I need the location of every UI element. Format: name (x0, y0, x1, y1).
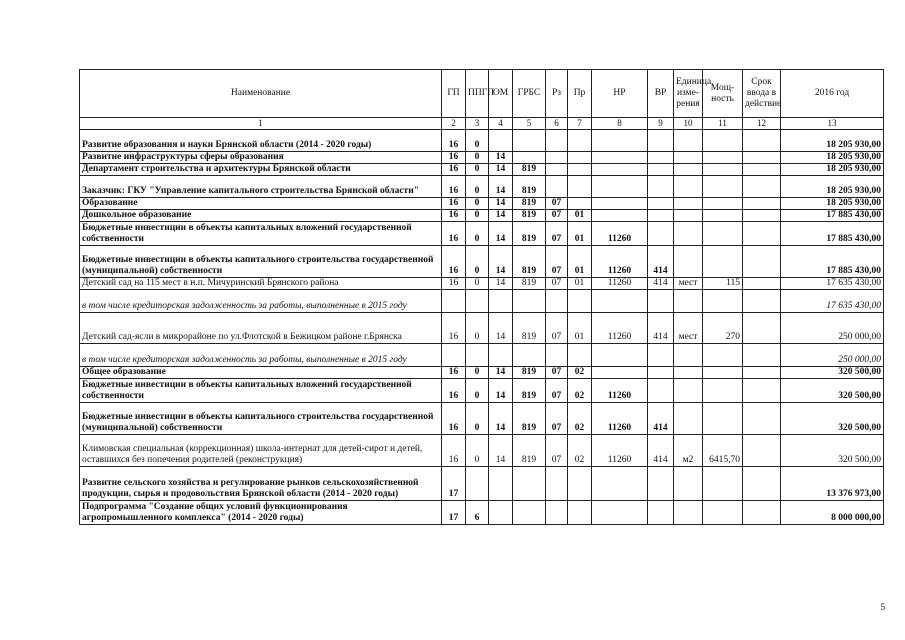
row-nr (592, 210, 648, 222)
row-ppgp: 0 (466, 278, 489, 290)
row-unit (674, 130, 703, 152)
column-number: 9 (648, 118, 674, 130)
table-row (80, 210, 884, 222)
row-name: Развитие сельского хозяйства и регулирование рынков сельскохозяйственной продукции, сырья и продовольствия Брянской области (2014 - 2020 годы) (80, 467, 442, 501)
row-rz (546, 501, 568, 525)
row-nr (592, 501, 648, 525)
row-term (743, 222, 781, 246)
row-om: 14 (489, 198, 513, 210)
row-vr (648, 467, 674, 501)
column-number: 12 (743, 118, 781, 130)
row-amount: 8 000 000,00 (781, 501, 884, 525)
column-number: 10 (674, 118, 703, 130)
table-row (80, 290, 884, 313)
row-om (489, 467, 513, 501)
row-nr (592, 467, 648, 501)
row-ppgp: 0 (466, 152, 489, 164)
row-nr: 11260 (592, 313, 648, 344)
row-amount: 250 000,00 (781, 344, 884, 367)
row-amount: 18 205 930,00 (781, 198, 884, 210)
row-vr: 414 (648, 246, 674, 278)
row-name: Детский сад-ясли в микрорайоне по ул.Флотской в Бежицком районе г.Брянска (80, 313, 442, 344)
row-ppgp: 0 (466, 198, 489, 210)
header-gp: ГП (442, 70, 466, 118)
row-term (743, 164, 781, 176)
row-om: 14 (489, 152, 513, 164)
row-vr (648, 198, 674, 210)
row-ppgp (466, 467, 489, 501)
table-row (80, 152, 884, 164)
row-grbs (513, 344, 546, 367)
row-ppgp: 0 (466, 222, 489, 246)
table-row (80, 501, 884, 525)
row-term (743, 501, 781, 525)
row-name: Развитие образования и науки Брянской области (2014 - 2020 годы) (80, 130, 442, 152)
row-name: Общее образование (80, 367, 442, 379)
row-grbs (513, 501, 546, 525)
row-term (743, 278, 781, 290)
row-gp: 16 (442, 164, 466, 176)
row-vr (648, 344, 674, 367)
row-unit: мест (674, 278, 703, 290)
row-pr (568, 164, 592, 176)
row-om: 14 (489, 210, 513, 222)
row-vr (648, 164, 674, 176)
row-nr (592, 367, 648, 379)
row-grbs: 819 (513, 222, 546, 246)
row-capacity (703, 467, 743, 501)
row-name: Бюджетные инвестиции в объекты капитальных вложений государственной собственности (80, 222, 442, 246)
column-number: 6 (546, 118, 568, 130)
row-nr (592, 164, 648, 176)
row-rz: 07 (546, 403, 568, 435)
row-nr: 11260 (592, 403, 648, 435)
header-vr: ВР (648, 70, 674, 118)
row-om: 14 (489, 176, 513, 198)
row-capacity: 270 (703, 313, 743, 344)
row-term (743, 344, 781, 367)
row-grbs (513, 467, 546, 501)
header-om: ОМ (489, 70, 513, 118)
row-unit (674, 210, 703, 222)
row-pr: 01 (568, 246, 592, 278)
budget-table (79, 69, 884, 525)
column-number: 2 (442, 118, 466, 130)
row-capacity: 6415,70 (703, 435, 743, 467)
row-pr: 02 (568, 379, 592, 403)
row-amount: 18 205 930,00 (781, 164, 884, 176)
row-vr (648, 290, 674, 313)
row-ppgp: 0 (466, 403, 489, 435)
row-nr (592, 176, 648, 198)
row-rz (546, 164, 568, 176)
row-unit (674, 501, 703, 525)
row-nr: 11260 (592, 222, 648, 246)
row-gp: 16 (442, 152, 466, 164)
row-vr (648, 379, 674, 403)
table-row (80, 313, 884, 344)
row-capacity (703, 403, 743, 435)
row-term (743, 176, 781, 198)
row-rz: 07 (546, 246, 568, 278)
row-rz: 07 (546, 379, 568, 403)
row-om: 14 (489, 403, 513, 435)
row-amount: 320 500,00 (781, 379, 884, 403)
row-term (743, 210, 781, 222)
row-capacity (703, 222, 743, 246)
header-row (80, 70, 884, 118)
header-pr: Пр (568, 70, 592, 118)
row-name: Подпрограмма "Создание общих условий функционирования агропромышленного комплекса" (2014 - 2020 годы) (80, 501, 442, 525)
row-unit: м2 (674, 435, 703, 467)
row-vr (648, 222, 674, 246)
row-rz: 07 (546, 222, 568, 246)
row-amount: 17 885 430,00 (781, 210, 884, 222)
row-gp: 16 (442, 313, 466, 344)
row-grbs: 819 (513, 435, 546, 467)
row-unit (674, 379, 703, 403)
row-vr: 414 (648, 403, 674, 435)
row-pr: 02 (568, 403, 592, 435)
row-pr (568, 467, 592, 501)
row-amount: 250 000,00 (781, 313, 884, 344)
row-om: 14 (489, 222, 513, 246)
row-rz: 07 (546, 313, 568, 344)
row-ppgp: 0 (466, 367, 489, 379)
column-number-row (80, 118, 884, 130)
row-om: 14 (489, 313, 513, 344)
table-row (80, 198, 884, 210)
row-term (743, 246, 781, 278)
row-unit (674, 344, 703, 367)
row-grbs: 819 (513, 367, 546, 379)
row-grbs: 819 (513, 198, 546, 210)
column-number: 3 (466, 118, 489, 130)
row-ppgp: 0 (466, 176, 489, 198)
row-om: 14 (489, 367, 513, 379)
row-gp: 17 (442, 467, 466, 501)
column-number: 13 (781, 118, 884, 130)
row-pr (568, 176, 592, 198)
row-pr: 02 (568, 367, 592, 379)
row-name: Департамент строительства и архитектуры Брянской области (80, 164, 442, 176)
row-vr: 414 (648, 435, 674, 467)
table-row (80, 367, 884, 379)
row-term (743, 152, 781, 164)
row-nr (592, 344, 648, 367)
row-capacity (703, 367, 743, 379)
row-name: Бюджетные инвестиции в объекты капитальных вложений государственной собственности (80, 379, 442, 403)
row-name: Детский сад на 115 мест в н.п. Мичуринский Брянского района (80, 278, 442, 290)
row-grbs: 819 (513, 313, 546, 344)
table-row (80, 403, 884, 435)
row-unit (674, 164, 703, 176)
row-unit (674, 176, 703, 198)
table-row (80, 130, 884, 152)
row-gp: 16 (442, 222, 466, 246)
row-amount: 17 635 430,00 (781, 278, 884, 290)
row-unit (674, 403, 703, 435)
row-ppgp (466, 290, 489, 313)
row-nr: 11260 (592, 246, 648, 278)
row-term (743, 198, 781, 210)
row-vr: 414 (648, 313, 674, 344)
row-om: 14 (489, 164, 513, 176)
table-row (80, 344, 884, 367)
row-rz (546, 152, 568, 164)
row-om (489, 290, 513, 313)
row-grbs: 819 (513, 278, 546, 290)
row-unit: мест (674, 313, 703, 344)
row-capacity (703, 130, 743, 152)
row-grbs (513, 152, 546, 164)
row-rz (546, 290, 568, 313)
header-unit: Единица изме-рения (674, 70, 703, 118)
row-grbs: 819 (513, 176, 546, 198)
row-capacity (703, 290, 743, 313)
row-gp: 16 (442, 210, 466, 222)
row-om: 14 (489, 435, 513, 467)
row-ppgp: 0 (466, 313, 489, 344)
row-ppgp: 0 (466, 130, 489, 152)
row-capacity (703, 210, 743, 222)
row-amount: 18 205 930,00 (781, 130, 884, 152)
row-unit (674, 222, 703, 246)
row-om: 14 (489, 379, 513, 403)
row-ppgp: 0 (466, 379, 489, 403)
row-amount: 18 205 930,00 (781, 176, 884, 198)
row-capacity (703, 379, 743, 403)
row-vr (648, 367, 674, 379)
row-capacity (703, 501, 743, 525)
column-number: 1 (80, 118, 442, 130)
table-row (80, 435, 884, 467)
row-vr (648, 130, 674, 152)
row-term (743, 435, 781, 467)
row-nr: 11260 (592, 278, 648, 290)
header-ppgp: ППГП (466, 70, 489, 118)
header-year: 2016 год (781, 70, 884, 118)
row-term (743, 379, 781, 403)
row-name: Бюджетные инвестиции в объекты капитального строительства государственной (муниципальной) собственности (80, 246, 442, 278)
column-number: 8 (592, 118, 648, 130)
row-rz: 07 (546, 278, 568, 290)
table-row (80, 164, 884, 176)
row-ppgp: 0 (466, 164, 489, 176)
row-capacity (703, 164, 743, 176)
row-vr (648, 176, 674, 198)
row-term (743, 290, 781, 313)
table-row (80, 278, 884, 290)
row-nr (592, 130, 648, 152)
row-unit (674, 152, 703, 164)
row-ppgp (466, 344, 489, 367)
row-rz (546, 344, 568, 367)
row-gp: 16 (442, 379, 466, 403)
row-pr (568, 501, 592, 525)
row-pr: 01 (568, 278, 592, 290)
row-term (743, 467, 781, 501)
row-rz: 07 (546, 198, 568, 210)
row-unit (674, 467, 703, 501)
row-name: Заказчик: ГКУ "Управление капитального строительства Брянской области" (80, 176, 442, 198)
row-amount: 320 500,00 (781, 367, 884, 379)
table-row (80, 176, 884, 198)
row-gp: 16 (442, 435, 466, 467)
row-pr (568, 130, 592, 152)
row-om (489, 344, 513, 367)
row-vr (648, 152, 674, 164)
row-ppgp: 0 (466, 246, 489, 278)
row-grbs (513, 130, 546, 152)
row-ppgp: 6 (466, 501, 489, 525)
row-om (489, 130, 513, 152)
row-pr (568, 198, 592, 210)
column-number: 4 (489, 118, 513, 130)
row-pr (568, 344, 592, 367)
row-capacity (703, 344, 743, 367)
row-gp: 16 (442, 367, 466, 379)
header-rz: Рз (546, 70, 568, 118)
row-nr: 11260 (592, 435, 648, 467)
row-term (743, 130, 781, 152)
row-ppgp: 0 (466, 435, 489, 467)
row-amount: 18 205 930,00 (781, 152, 884, 164)
table-row (80, 246, 884, 278)
row-amount: 17 635 430,00 (781, 290, 884, 313)
row-nr (592, 152, 648, 164)
row-amount: 17 885 430,00 (781, 222, 884, 246)
header-capacity: Мощ-ность (703, 70, 743, 118)
row-unit (674, 246, 703, 278)
column-number: 5 (513, 118, 546, 130)
table-row (80, 379, 884, 403)
table-row (80, 222, 884, 246)
row-unit (674, 198, 703, 210)
row-vr: 414 (648, 278, 674, 290)
row-rz: 07 (546, 435, 568, 467)
header-name: Наименование (80, 70, 442, 118)
row-pr (568, 152, 592, 164)
row-name: в том числе кредиторская задолженность за работы, выполненные в 2015 году (80, 290, 442, 313)
header-nr: НР (592, 70, 648, 118)
row-rz: 07 (546, 210, 568, 222)
row-rz: 07 (546, 367, 568, 379)
row-grbs: 819 (513, 379, 546, 403)
row-pr: 02 (568, 435, 592, 467)
row-term (743, 403, 781, 435)
row-om: 14 (489, 246, 513, 278)
row-term (743, 367, 781, 379)
row-vr (648, 210, 674, 222)
row-amount: 320 500,00 (781, 435, 884, 467)
row-gp: 17 (442, 501, 466, 525)
row-nr (592, 290, 648, 313)
row-pr: 01 (568, 222, 592, 246)
row-amount: 13 376 973,00 (781, 467, 884, 501)
row-amount: 320 500,00 (781, 403, 884, 435)
row-name: Бюджетные инвестиции в объекты капитального строительства государственной (муниципальной) собственности (80, 403, 442, 435)
row-gp (442, 290, 466, 313)
row-capacity: 115 (703, 278, 743, 290)
row-om (489, 501, 513, 525)
row-grbs: 819 (513, 246, 546, 278)
row-gp: 16 (442, 246, 466, 278)
row-gp: 16 (442, 130, 466, 152)
column-number: 7 (568, 118, 592, 130)
row-amount: 17 885 430,00 (781, 246, 884, 278)
header-term: Срок ввода в действие (743, 70, 781, 118)
row-gp (442, 344, 466, 367)
row-rz (546, 176, 568, 198)
row-gp: 16 (442, 198, 466, 210)
table-body (80, 130, 884, 525)
row-grbs: 819 (513, 403, 546, 435)
row-unit (674, 367, 703, 379)
row-vr (648, 501, 674, 525)
row-capacity (703, 176, 743, 198)
row-nr (592, 198, 648, 210)
row-gp: 16 (442, 403, 466, 435)
row-name: Развитие инфраструктуры сферы образования (80, 152, 442, 164)
row-pr: 01 (568, 313, 592, 344)
row-name: Климовская специальная (коррекционная) школа-интернат для детей-сирот и детей, оставшихся без попечения родителей (реконструкция) (80, 435, 442, 467)
row-om: 14 (489, 278, 513, 290)
row-capacity (703, 246, 743, 278)
row-term (743, 313, 781, 344)
row-gp: 16 (442, 176, 466, 198)
row-grbs (513, 290, 546, 313)
table-row (80, 467, 884, 501)
row-rz (546, 467, 568, 501)
row-name: Дошкольное образование (80, 210, 442, 222)
header-grbs: ГРБС (513, 70, 546, 118)
row-capacity (703, 152, 743, 164)
row-pr: 01 (568, 210, 592, 222)
column-number: 11 (703, 118, 743, 130)
row-rz (546, 130, 568, 152)
row-grbs: 819 (513, 164, 546, 176)
row-name: в том числе кредиторская задолженность за работы, выполненные в 2015 году (80, 344, 442, 367)
row-ppgp: 0 (466, 210, 489, 222)
row-name: Образование (80, 198, 442, 210)
row-nr: 11260 (592, 379, 648, 403)
page-number: 5 (880, 602, 885, 612)
row-grbs: 819 (513, 210, 546, 222)
row-unit (674, 290, 703, 313)
row-pr (568, 290, 592, 313)
row-capacity (703, 198, 743, 210)
row-gp: 16 (442, 278, 466, 290)
